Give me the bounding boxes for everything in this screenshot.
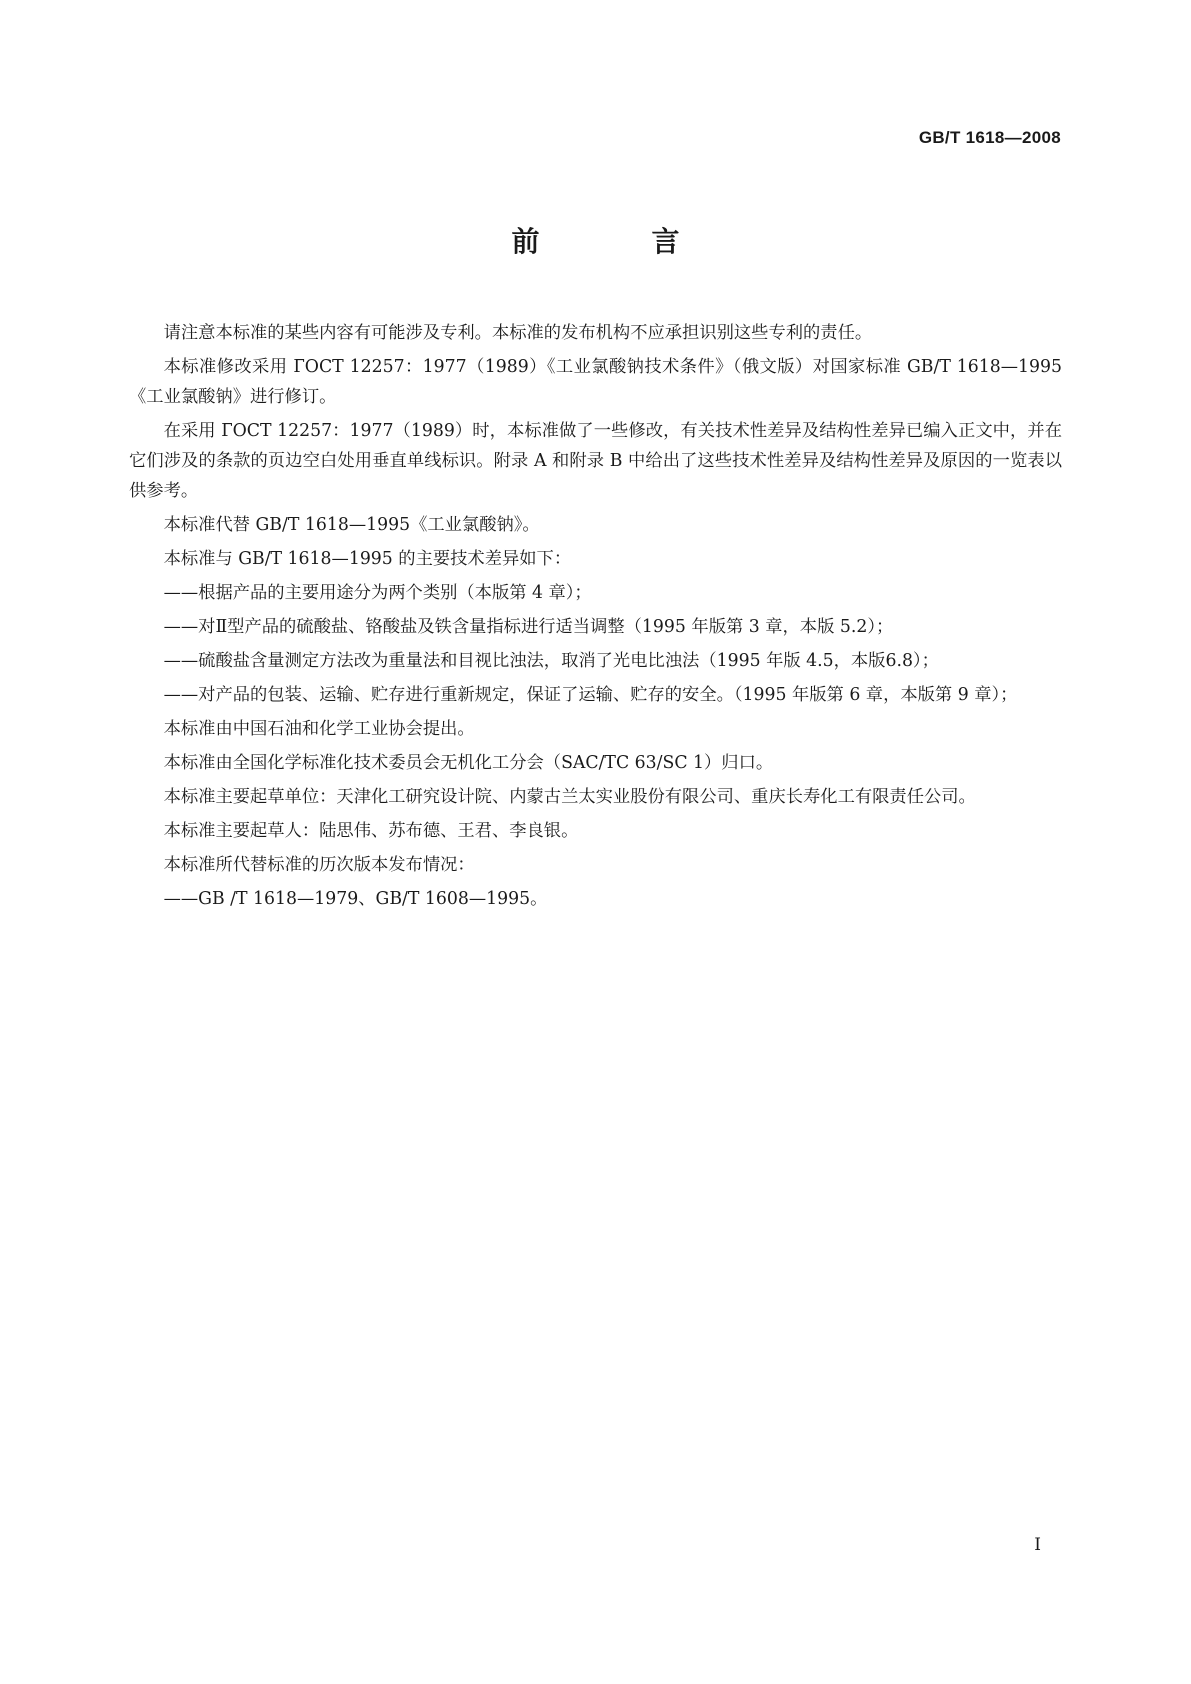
history-text: ——GB /T 1618—1979、GB/T 1608—1995。 bbox=[163, 889, 548, 909]
document-body bbox=[129, 318, 1062, 918]
difference-text: ——根据产品的主要用途分为两个类别（本版第 4 章）； bbox=[163, 583, 592, 603]
list-item-difference bbox=[129, 612, 1062, 642]
paragraph-modifications: 在采用 ГОСТ 12257：1977（1989）时，本标准做了一些修改，有关技术性差异及结构性差异已编入正文中，并在它们涉及的条款的页边空白处用垂直单线标识。附录 A 和附录 B 中给出了这些技术性差异及结构性差异及原因的一览表以供参考。 bbox=[129, 421, 1062, 501]
list-item-difference bbox=[129, 646, 1062, 676]
paragraph-drafting-units: 本标准主要起草单位：天津化工研究设计院、内蒙古兰太实业股份有限公司、重庆长寿化工有限责任公司。 bbox=[163, 787, 976, 807]
list-item-difference bbox=[129, 578, 1062, 608]
page-number: Ⅰ bbox=[1034, 1535, 1041, 1554]
difference-text: ——对产品的包装、运输、贮存进行重新规定，保证了运输、贮存的安全。（1995 年版第 6 章，本版第 9 章）； bbox=[163, 685, 1018, 705]
paragraph-patent-notice: 请注意本标准的某些内容有可能涉及专利。本标准的发布机构不应承担识别这些专利的责任。 bbox=[163, 323, 873, 343]
paragraph-drafters: 本标准主要起草人：陆思伟、苏布德、王君、李良银。 bbox=[163, 821, 579, 841]
paragraph-adoption: 本标准修改采用 ГОСТ 12257：1977（1989）《工业氯酸钠技术条件》（俄文版）对国家标准 GB/T 1618—1995《工业氯酸钠》进行修订。 bbox=[129, 357, 1062, 407]
paragraph-proposer: 本标准由中国石油和化学工业协会提出。 bbox=[163, 719, 475, 739]
page-title: 前 言 bbox=[511, 225, 722, 258]
paragraph-differences-intro: 本标准与 GB/T 1618—1995 的主要技术差异如下： bbox=[163, 549, 572, 569]
difference-text: ——对Ⅱ型产品的硫酸盐、铬酸盐及铁含量指标进行适当调整（1995 年版第 3 章，本版 5.2）； bbox=[163, 617, 894, 637]
standard-code-header: GB/T 1618—2008 bbox=[918, 128, 1061, 147]
paragraph-committee: 本标准由全国化学标准化技术委员会无机化工分会（SAC/TC 63/SC 1）归口。 bbox=[163, 753, 774, 773]
list-item-history bbox=[129, 884, 1062, 914]
paragraph-history-intro: 本标准所代替标准的历次版本发布情况： bbox=[163, 855, 475, 875]
list-item-difference bbox=[129, 680, 1062, 710]
paragraph-replaces: 本标准代替 GB/T 1618—1995《工业氯酸钠》。 bbox=[163, 515, 540, 535]
difference-text: ——硫酸盐含量测定方法改为重量法和目视比浊法，取消了光电比浊法（1995 年版 4.5，本版6.8）； bbox=[163, 651, 939, 671]
